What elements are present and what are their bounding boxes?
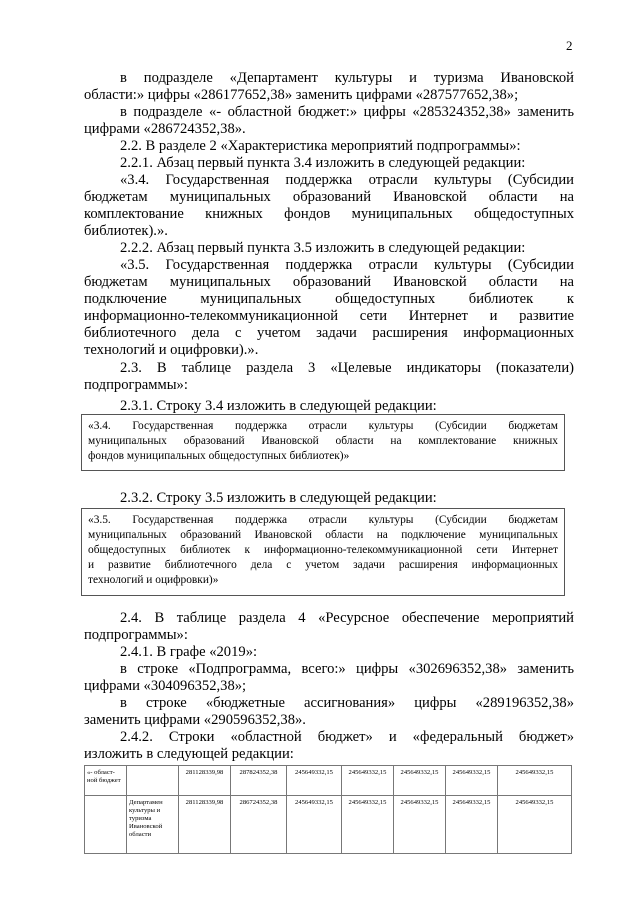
table-cell: 286724352,38	[231, 796, 287, 854]
paragraph-line: области:» цифры «286177652,38» заменить цифрами «287577652,38»;	[84, 87, 519, 103]
quoted-line: фондов муниципальных общедоступных библиотек)»	[88, 450, 350, 462]
quoted-row-3-5	[81, 508, 565, 596]
paragraph-line: библиотек).».	[84, 223, 168, 239]
paragraph-line: 2.2.2. Абзац первый пункта 3.5 изложить в следующей редакции:	[120, 240, 526, 256]
table-cell: 245649332,15	[394, 796, 446, 854]
table-row	[85, 766, 572, 796]
table-cell: 245649332,15	[446, 766, 498, 796]
quoted-row-3-4	[81, 414, 565, 471]
paragraph-line: подпрограммы»:	[84, 377, 188, 393]
paragraph-line: «3.4. Государственная поддержка отрасли культуры (Субсидии	[120, 172, 574, 188]
quoted-line: общедоступных библиотек к информационно-телекоммуникационной сети Интернет	[88, 544, 558, 556]
table-cell: 245649332,15	[498, 766, 572, 796]
quoted-line: и развитие библиотечного дела с учетом задачи расширения информационных	[88, 559, 558, 571]
paragraph-line: информационно-телекоммуникационной сети Интернет и развитие	[84, 308, 574, 324]
quoted-line: муниципальных образований Ивановской области на комплектование книжных	[88, 435, 558, 447]
quoted-line: технологий и оцифровки)»	[88, 574, 219, 586]
paragraph-line: цифрами «304096352,38»;	[84, 678, 247, 694]
table-cell: 287824352,38	[231, 766, 287, 796]
paragraph-line: в подразделе «Департамент культуры и туризма Ивановской	[120, 70, 574, 86]
table-cell	[85, 796, 127, 854]
paragraph-line: в подразделе «- областной бюджет:» цифры «285324352,38» заменить	[120, 104, 574, 120]
quoted-line: муниципальных образований Ивановской области на подключение муниципальных	[88, 529, 558, 541]
paragraph-line: 2.4.2. Строки «областной бюджет» и «федеральный бюджет»	[120, 729, 574, 745]
sublabel-line: культуры и	[129, 807, 161, 814]
table-cell: 245649332,15	[287, 796, 342, 854]
page-number: 2	[566, 38, 573, 53]
sublabel-line: Департамен	[129, 799, 163, 806]
section-heading-2-4: 2.4. В таблице раздела 4 «Ресурсное обеспечение мероприятий	[120, 610, 574, 626]
table-cell: 281128339,98	[179, 766, 231, 796]
paragraph-line: в строке «бюджетные ассигнования» цифры «289196352,38»	[120, 695, 574, 711]
paragraph-line: в строке «Подпрограмма, всего:» цифры «302696352,38» заменить	[120, 661, 574, 677]
row-label-line: ной бюджет	[87, 777, 121, 784]
paragraph-line: заменить цифрами «290596352,38».	[84, 712, 306, 728]
paragraph-line: цифрами «286724352,38».	[84, 121, 246, 137]
paragraph-line: бюджетам муниципальных образований Ивановской области на	[84, 189, 574, 205]
budget-table	[84, 765, 572, 854]
row-label-line: «- област-	[87, 769, 115, 776]
sublabel-line: Ивановской	[129, 823, 163, 830]
table-cell: 245649332,15	[446, 796, 498, 854]
paragraph-line: изложить в следующей редакции:	[84, 746, 294, 762]
paragraph-line: подпрограммы»:	[84, 627, 188, 643]
paragraph-line: подключение муниципальных общедоступных библиотек к	[84, 291, 574, 307]
paragraph-line: 2.4.1. В графе «2019»:	[120, 644, 258, 660]
table-cell: 245649332,15	[342, 796, 394, 854]
paragraph-line: комплектование книжных фондов муниципальных общедоступных	[84, 206, 574, 222]
table-cell: 245649332,15	[394, 766, 446, 796]
row-sublabel	[127, 796, 179, 854]
quoted-line: «3.5. Государственная поддержка отрасли культуры (Субсидии бюджетам	[88, 514, 558, 526]
table-cell: 281128339,98	[179, 796, 231, 854]
sublabel-line: туризма	[129, 815, 152, 822]
paragraph-line: библиотечного дела с учетом задачи расширения информационных	[84, 325, 574, 341]
paragraph-line: «3.5. Государственная поддержка отрасли культуры (Субсидии	[120, 257, 574, 273]
table-cell: 245649332,15	[342, 766, 394, 796]
table-cell: 245649332,15	[287, 766, 342, 796]
paragraph-line: 2.2.1. Абзац первый пункта 3.4 изложить в следующей редакции:	[120, 155, 526, 171]
table-row	[85, 796, 572, 854]
paragraph-line: бюджетам муниципальных образований Ивановской области на	[84, 274, 574, 290]
table-cell: 245649332,15	[498, 796, 572, 854]
table-cell	[127, 766, 179, 796]
quoted-line: «3.4. Государственная поддержка отрасли культуры (Субсидии бюджетам	[88, 420, 558, 432]
paragraph-line: 2.3.2. Строку 3.5 изложить в следующей редакции:	[120, 490, 437, 506]
row-label	[85, 766, 127, 796]
sublabel-line: области	[129, 831, 152, 838]
section-heading-2-3: 2.3. В таблице раздела 3 «Целевые индикаторы (показатели)	[120, 360, 574, 376]
paragraph-line: технологий и оцифровки).».	[84, 342, 259, 358]
paragraph-line: 2.3.1. Строку 3.4 изложить в следующей редакции:	[120, 398, 437, 414]
section-heading-2-2: 2.2. В разделе 2 «Характеристика мероприятий подпрограммы»:	[120, 138, 521, 154]
